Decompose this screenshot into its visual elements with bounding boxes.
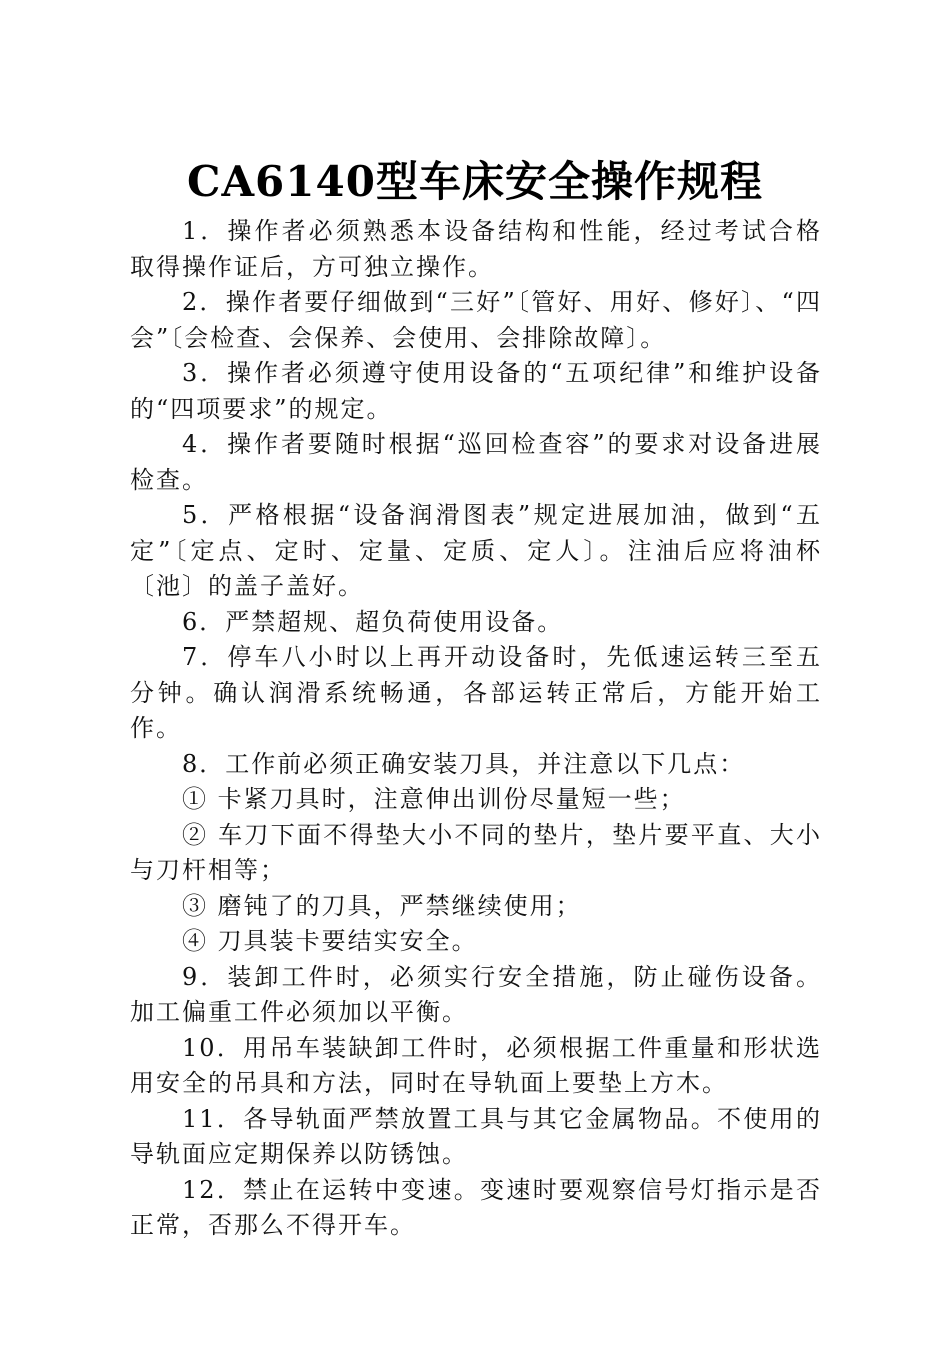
rule-4: 4．操作者要随时根据“巡回检查容”的要求对设备进展检查。 bbox=[130, 430, 822, 494]
rule-6: 6．严禁超规、超负荷使用设备。 bbox=[182, 607, 564, 636]
rule-2: 2．操作者要仔细做到“三好”〔管好、用好、修好〕、“四会”〔会检查、会保养、会使用、会排除故障〕。 bbox=[130, 288, 822, 352]
document-title: CA6140型车床安全操作规程 bbox=[187, 157, 763, 206]
rule-5: 5．严格根据“设备润滑图表”规定进展加油，做到“五定”〔定点、定时、定量、定质、定人〕。注油后应将油杯〔池〕的盖子盖好。 bbox=[130, 501, 822, 600]
rule-9: 9．装卸工件时，必须实行安全措施，防止碰伤设备。加工偏重工件必须加以平衡。 bbox=[130, 962, 822, 1026]
document-body bbox=[130, 214, 822, 1244]
rule-3: 3．操作者必须遵守使用设备的“五项纪律”和维护设备的“四项要求”的规定。 bbox=[130, 359, 822, 423]
rule-11: 11．各导轨面严禁放置工具与其它金属物品。不使用的导轨面应定期保养以防锈蚀。 bbox=[130, 1104, 822, 1168]
rule-8-item-2: ② 车刀下面不得垫大小不同的垫片，垫片要平直、大小与刀杆相等； bbox=[130, 820, 822, 884]
rule-12: 12．禁止在运转中变速。变速时要观察信号灯指示是否正常，否那么不得开车。 bbox=[130, 1175, 822, 1239]
rule-10: 10．用吊车装缺卸工件时，必须根据工件重量和形状选用安全的吊具和方法，同时在导轨面上要垫上方木。 bbox=[130, 1033, 822, 1097]
rule-8-item-4: ④ 刀具装卡要结实安全。 bbox=[182, 927, 478, 955]
rule-8-item-1: ① 卡紧刀具时，注意伸出训份尽量短一些； bbox=[182, 785, 686, 813]
rule-8-item-3: ③ 磨钝了的刀具，严禁继续使用； bbox=[182, 891, 582, 920]
rule-7: 7．停车八小时以上再开动设备时，先低速运转三至五分钟。确认润滑系统畅通，各部运转正常后，方能开始工作。 bbox=[130, 643, 822, 742]
rule-8: 8．工作前必须正确安装刀具，并注意以下几点： bbox=[182, 749, 746, 778]
rule-1: 1．操作者必须熟悉本设备结构和性能，经过考试合格取得操作证后，方可独立操作。 bbox=[130, 217, 822, 281]
